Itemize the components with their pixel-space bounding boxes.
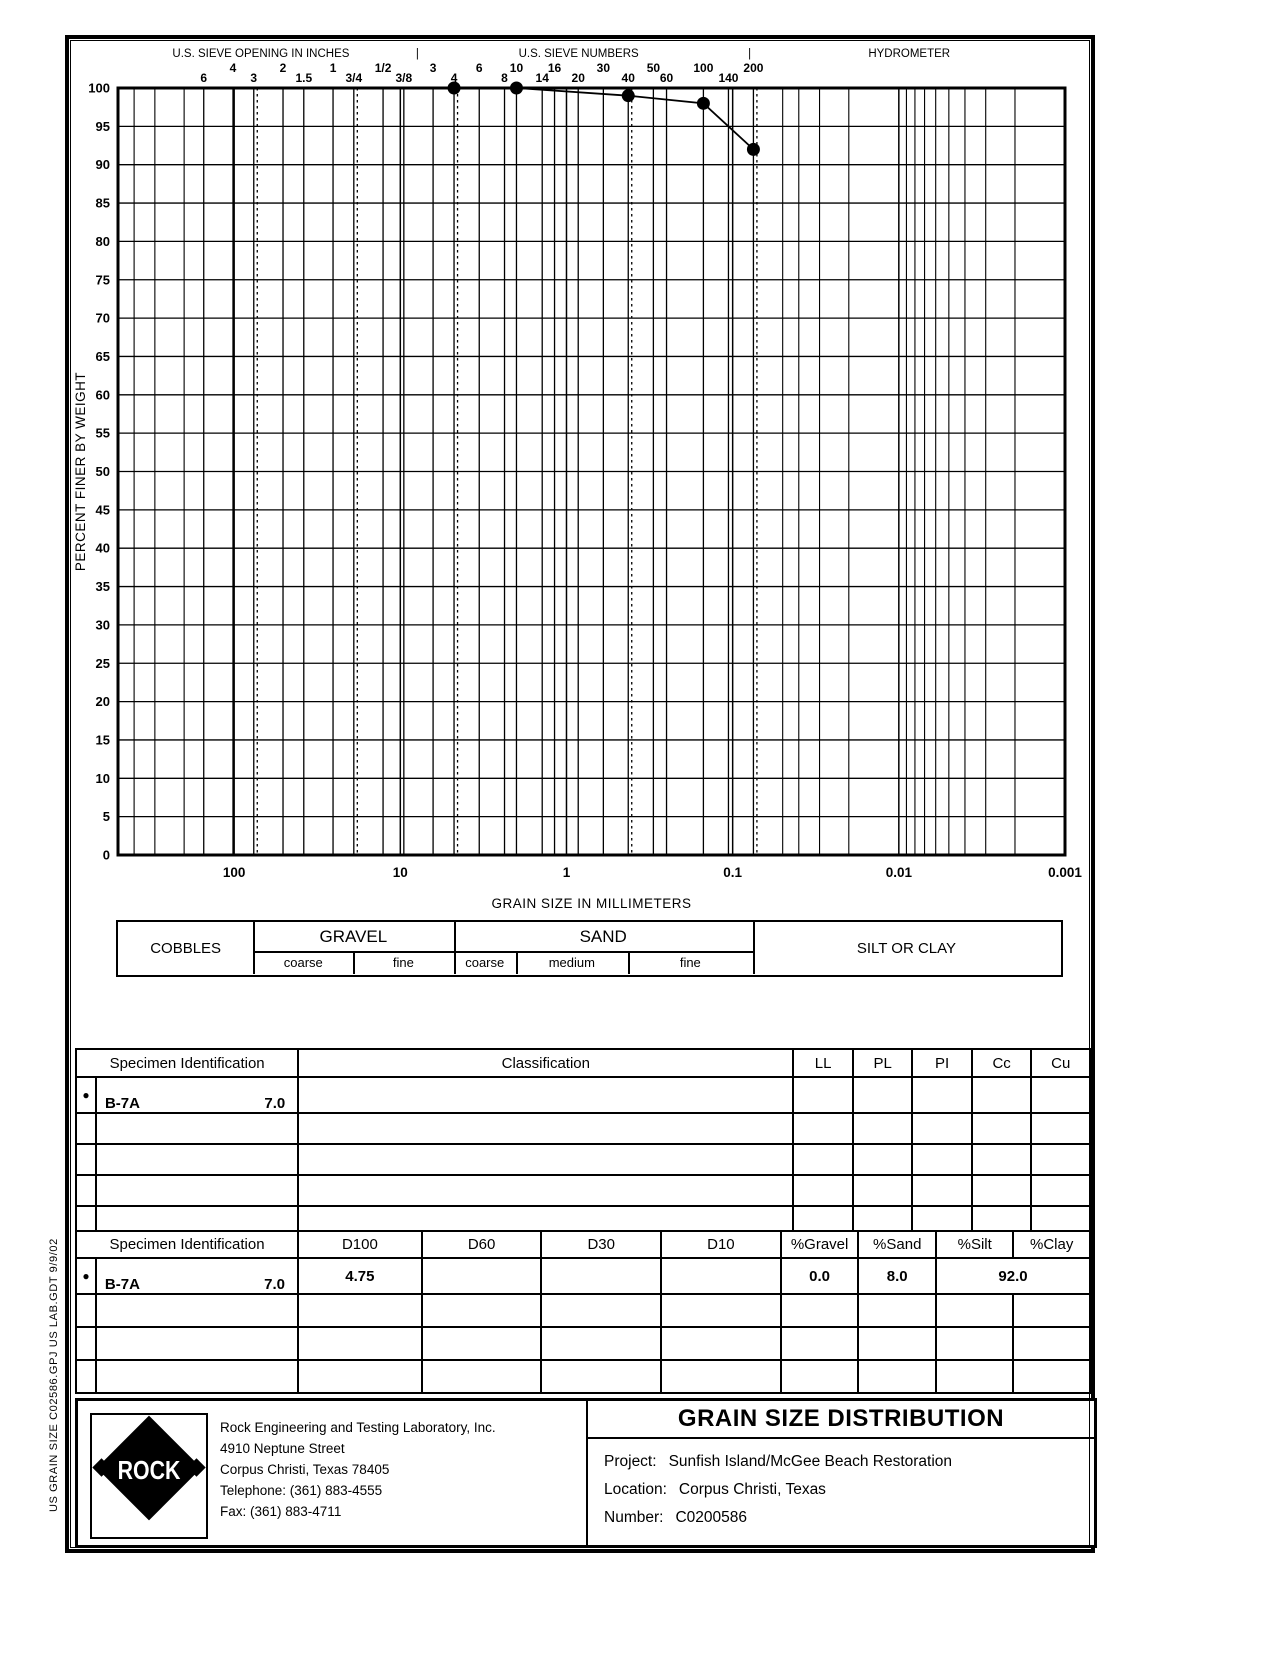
value-cell: 8.0 bbox=[858, 1258, 936, 1294]
svg-text:40: 40 bbox=[95, 540, 110, 556]
row-symbol-cell bbox=[76, 1360, 96, 1393]
empty-cell bbox=[541, 1327, 661, 1360]
svg-text:6: 6 bbox=[475, 61, 483, 75]
header-d30: D30 bbox=[541, 1231, 661, 1258]
specimen-wrap bbox=[97, 1095, 297, 1112]
empty-cell bbox=[541, 1360, 661, 1393]
svg-text:100: 100 bbox=[222, 865, 246, 880]
data-point bbox=[510, 82, 523, 95]
empty-cell bbox=[793, 1175, 853, 1206]
data-point bbox=[622, 89, 635, 102]
header-cu: Cu bbox=[1031, 1049, 1090, 1077]
svg-text:20: 20 bbox=[95, 694, 110, 710]
gravel-fine-cell: fine bbox=[392, 955, 414, 970]
header-pct-sand: %Sand bbox=[858, 1231, 936, 1258]
value-cell bbox=[793, 1077, 853, 1113]
empty-cell bbox=[972, 1144, 1032, 1175]
empty-cell bbox=[853, 1144, 913, 1175]
empty-cell bbox=[1013, 1360, 1090, 1393]
svg-text:4: 4 bbox=[229, 61, 237, 75]
svg-text:100: 100 bbox=[88, 80, 110, 96]
value-cell: 0.0 bbox=[781, 1258, 859, 1294]
company-address bbox=[220, 1417, 496, 1522]
fraction-divider bbox=[353, 951, 355, 974]
gradation-body bbox=[76, 1258, 1090, 1393]
empty-cell bbox=[298, 1144, 793, 1175]
svg-text:45: 45 bbox=[95, 502, 110, 518]
svg-text:U.S. SIEVE OPENING IN INCHES: U.S. SIEVE OPENING IN INCHES bbox=[172, 48, 350, 60]
header-pct-silt: %Silt bbox=[936, 1231, 1013, 1258]
row-symbol-cell: ● bbox=[76, 1258, 96, 1294]
empty-cell bbox=[298, 1113, 793, 1144]
data-point bbox=[697, 97, 710, 110]
svg-text:|: | bbox=[748, 48, 752, 60]
header-pct-gravel: %Gravel bbox=[781, 1231, 859, 1258]
svg-text:14: 14 bbox=[535, 71, 549, 85]
empty-cell bbox=[541, 1294, 661, 1327]
empty-cell bbox=[972, 1175, 1032, 1206]
svg-text:6: 6 bbox=[200, 71, 208, 85]
svg-text:16: 16 bbox=[547, 61, 562, 75]
empty-cell bbox=[298, 1360, 422, 1393]
table-row bbox=[76, 1144, 1090, 1175]
empty-cell bbox=[936, 1360, 1013, 1393]
project-field bbox=[604, 1509, 1094, 1527]
company-line: 4910 Neptune Street bbox=[220, 1441, 345, 1456]
company-line: Fax: (361) 883-4711 bbox=[220, 1504, 342, 1519]
empty-cell bbox=[422, 1294, 542, 1327]
empty-cell bbox=[661, 1327, 781, 1360]
empty-cell bbox=[96, 1175, 298, 1206]
svg-text:140: 140 bbox=[718, 71, 739, 85]
empty-cell bbox=[936, 1294, 1013, 1327]
svg-text:75: 75 bbox=[95, 272, 110, 288]
report-title-cell bbox=[588, 1401, 1094, 1545]
svg-text:85: 85 bbox=[95, 195, 110, 211]
svg-text:0: 0 bbox=[102, 847, 110, 863]
header-d10: D10 bbox=[661, 1231, 781, 1258]
empty-cell bbox=[96, 1360, 298, 1393]
svg-text:35: 35 bbox=[95, 579, 110, 595]
header-row bbox=[76, 1231, 1090, 1258]
value-cell bbox=[422, 1258, 542, 1294]
table-row bbox=[76, 1077, 1090, 1113]
sand-coarse-cell: coarse bbox=[465, 955, 505, 970]
svg-text:100: 100 bbox=[693, 61, 714, 75]
value-cell bbox=[912, 1077, 971, 1113]
sheet-frame bbox=[65, 35, 1095, 1553]
svg-text:3: 3 bbox=[429, 61, 437, 75]
value-cell bbox=[972, 1077, 1032, 1113]
value-cell bbox=[541, 1258, 661, 1294]
soil-fraction-bar bbox=[116, 920, 1063, 977]
logo-text: ROCK bbox=[117, 1455, 181, 1485]
empty-cell bbox=[853, 1113, 913, 1144]
svg-text:0.01: 0.01 bbox=[885, 865, 912, 880]
svg-text:90: 90 bbox=[95, 157, 110, 173]
empty-cell bbox=[853, 1175, 913, 1206]
svg-text:25: 25 bbox=[95, 655, 110, 671]
header-pl: PL bbox=[853, 1049, 913, 1077]
gradation-table bbox=[75, 1230, 1091, 1394]
svg-text:55: 55 bbox=[95, 425, 110, 441]
specimen-cell bbox=[96, 1077, 298, 1113]
header-d60: D60 bbox=[422, 1231, 542, 1258]
svg-text:10: 10 bbox=[392, 865, 408, 880]
table-row bbox=[76, 1175, 1090, 1206]
empty-cell bbox=[1013, 1327, 1090, 1360]
company-cell bbox=[78, 1401, 588, 1545]
gravel-cell: GRAVEL bbox=[319, 926, 388, 946]
classification-header bbox=[76, 1049, 1090, 1077]
svg-text:5: 5 bbox=[102, 809, 110, 825]
chart-svg bbox=[69, 39, 1099, 919]
empty-cell bbox=[936, 1327, 1013, 1360]
header-pi: PI bbox=[912, 1049, 971, 1077]
field-label: Location: bbox=[604, 1481, 667, 1498]
empty-cell bbox=[96, 1327, 298, 1360]
grid-lines bbox=[118, 88, 1065, 855]
empty-cell bbox=[972, 1113, 1032, 1144]
svg-text:8: 8 bbox=[501, 71, 508, 85]
header-specimen-identification: Specimen Identification bbox=[76, 1231, 298, 1258]
table-row bbox=[76, 1360, 1090, 1393]
fraction-divider bbox=[628, 951, 630, 974]
silt-or-clay-cell: SILT OR CLAY bbox=[856, 939, 957, 957]
report-title: GRAIN SIZE DISTRIBUTION bbox=[588, 1401, 1094, 1439]
svg-text:95: 95 bbox=[95, 118, 110, 134]
empty-cell bbox=[781, 1327, 859, 1360]
empty-cell bbox=[1031, 1175, 1090, 1206]
row-symbol-cell bbox=[76, 1113, 96, 1144]
svg-text:40: 40 bbox=[621, 71, 635, 85]
rock-logo bbox=[90, 1413, 208, 1539]
grain-size-chart bbox=[69, 39, 1099, 919]
classification-body bbox=[76, 1077, 1090, 1237]
empty-cell bbox=[298, 1294, 422, 1327]
svg-text:0.001: 0.001 bbox=[1048, 865, 1082, 880]
empty-cell bbox=[793, 1144, 853, 1175]
specimen-wrap bbox=[97, 1276, 297, 1293]
project-field bbox=[604, 1453, 1094, 1471]
specimen-depth: 7.0 bbox=[264, 1276, 286, 1293]
company-line: Telephone: (361) 883-4555 bbox=[220, 1483, 383, 1498]
header-classification: Classification bbox=[298, 1049, 793, 1077]
empty-cell bbox=[1031, 1113, 1090, 1144]
svg-text:80: 80 bbox=[95, 233, 110, 249]
field-value: Sunfish Island/McGee Beach Restoration bbox=[668, 1453, 953, 1470]
fraction-divider bbox=[454, 922, 456, 974]
sand-cell: SAND bbox=[579, 926, 627, 946]
svg-text:10: 10 bbox=[509, 61, 524, 75]
empty-cell bbox=[781, 1360, 859, 1393]
empty-cell bbox=[96, 1294, 298, 1327]
sand-fine-cell: fine bbox=[679, 955, 701, 970]
value-cell bbox=[661, 1258, 781, 1294]
table-row bbox=[76, 1294, 1090, 1327]
empty-cell bbox=[96, 1144, 298, 1175]
company-line: Corpus Christi, Texas 78405 bbox=[220, 1462, 390, 1477]
empty-cell bbox=[661, 1294, 781, 1327]
svg-text:3/8: 3/8 bbox=[395, 71, 413, 85]
field-value: Corpus Christi, Texas bbox=[678, 1481, 826, 1498]
svg-text:70: 70 bbox=[95, 310, 110, 326]
value-cell bbox=[853, 1077, 913, 1113]
empty-cell bbox=[96, 1113, 298, 1144]
svg-text:60: 60 bbox=[659, 71, 674, 85]
project-field bbox=[604, 1481, 1094, 1499]
specimen-depth: 7.0 bbox=[264, 1095, 286, 1112]
company-line: Rock Engineering and Testing Laboratory, Inc. bbox=[220, 1420, 496, 1435]
svg-text:30: 30 bbox=[596, 61, 611, 75]
classification-cell bbox=[298, 1077, 793, 1113]
svg-text:|: | bbox=[415, 48, 419, 60]
empty-cell bbox=[1013, 1294, 1090, 1327]
specimen-name: B-7A bbox=[104, 1095, 140, 1112]
specimen-cell bbox=[96, 1258, 298, 1294]
table-row bbox=[76, 1258, 1090, 1294]
empty-cell bbox=[422, 1327, 542, 1360]
svg-text:GRAIN SIZE IN MILLIMETERS: GRAIN SIZE IN MILLIMETERS bbox=[491, 896, 692, 911]
empty-cell bbox=[793, 1113, 853, 1144]
fraction-mid-line bbox=[253, 951, 753, 953]
field-value: C0200586 bbox=[675, 1509, 747, 1526]
empty-cell bbox=[912, 1175, 971, 1206]
sidebar-filename-text: US GRAIN SIZE C02586.GPJ US LAB.GDT 9/9/02 bbox=[48, 1238, 60, 1512]
empty-cell bbox=[298, 1175, 793, 1206]
field-label: Number: bbox=[604, 1509, 664, 1526]
svg-text:3: 3 bbox=[250, 71, 258, 85]
empty-cell bbox=[661, 1360, 781, 1393]
svg-text:3/4: 3/4 bbox=[345, 71, 363, 85]
gravel-coarse-cell: coarse bbox=[283, 955, 323, 970]
header-cc: Cc bbox=[972, 1049, 1032, 1077]
data-point bbox=[747, 143, 760, 156]
header-specimen-identification: Specimen Identification bbox=[76, 1049, 298, 1077]
svg-text:PERCENT FINER BY WEIGHT: PERCENT FINER BY WEIGHT bbox=[73, 371, 88, 572]
svg-text:65: 65 bbox=[95, 348, 110, 364]
svg-text:50: 50 bbox=[646, 61, 661, 75]
empty-cell bbox=[858, 1294, 936, 1327]
field-label: Project: bbox=[604, 1453, 657, 1470]
header-row bbox=[76, 1049, 1090, 1077]
table-row bbox=[76, 1113, 1090, 1144]
row-symbol-cell bbox=[76, 1144, 96, 1175]
svg-text:4: 4 bbox=[450, 71, 458, 85]
empty-cell bbox=[422, 1360, 542, 1393]
svg-text:2: 2 bbox=[279, 61, 287, 75]
empty-cell bbox=[912, 1113, 971, 1144]
svg-text:1: 1 bbox=[329, 61, 337, 75]
header-d100: D100 bbox=[298, 1231, 422, 1258]
silt-clay-merged-cell: 92.0 bbox=[936, 1258, 1090, 1294]
fraction-divider bbox=[253, 922, 255, 974]
empty-cell bbox=[1031, 1144, 1090, 1175]
project-fields bbox=[588, 1439, 1094, 1527]
svg-text:30: 30 bbox=[95, 617, 110, 633]
empty-cell bbox=[858, 1327, 936, 1360]
svg-text:60: 60 bbox=[95, 387, 110, 403]
value-cell: 4.75 bbox=[298, 1258, 422, 1294]
svg-text:1: 1 bbox=[562, 865, 571, 880]
fraction-divider bbox=[516, 951, 518, 974]
svg-text:20: 20 bbox=[571, 71, 585, 85]
svg-text:1.5: 1.5 bbox=[295, 71, 313, 85]
cobbles-cell: COBBLES bbox=[150, 939, 222, 957]
svg-text:1/2: 1/2 bbox=[374, 61, 392, 75]
header-pct-clay: %Clay bbox=[1013, 1231, 1090, 1258]
empty-cell bbox=[912, 1144, 971, 1175]
svg-text:50: 50 bbox=[95, 464, 110, 479]
svg-text:U.S. SIEVE NUMBERS: U.S. SIEVE NUMBERS bbox=[518, 48, 639, 60]
empty-cell bbox=[858, 1360, 936, 1393]
svg-text:15: 15 bbox=[95, 732, 110, 748]
row-symbol-cell bbox=[76, 1294, 96, 1327]
svg-text:10: 10 bbox=[95, 770, 110, 786]
table-row bbox=[76, 1327, 1090, 1360]
title-block bbox=[75, 1398, 1097, 1548]
svg-text:HYDROMETER: HYDROMETER bbox=[868, 48, 951, 60]
specimen-name: B-7A bbox=[104, 1276, 140, 1293]
header-ll: LL bbox=[793, 1049, 853, 1077]
classification-table bbox=[75, 1048, 1091, 1238]
row-symbol-cell: ● bbox=[76, 1077, 96, 1113]
gradation-header bbox=[76, 1231, 1090, 1258]
fraction-divider bbox=[753, 922, 755, 974]
row-symbol-cell bbox=[76, 1175, 96, 1206]
svg-text:200: 200 bbox=[743, 61, 764, 75]
empty-cell bbox=[781, 1294, 859, 1327]
row-symbol-cell bbox=[76, 1327, 96, 1360]
svg-text:0.1: 0.1 bbox=[723, 865, 743, 880]
empty-cell bbox=[298, 1327, 422, 1360]
sand-medium-cell: medium bbox=[548, 955, 595, 970]
value-cell bbox=[1031, 1077, 1090, 1113]
